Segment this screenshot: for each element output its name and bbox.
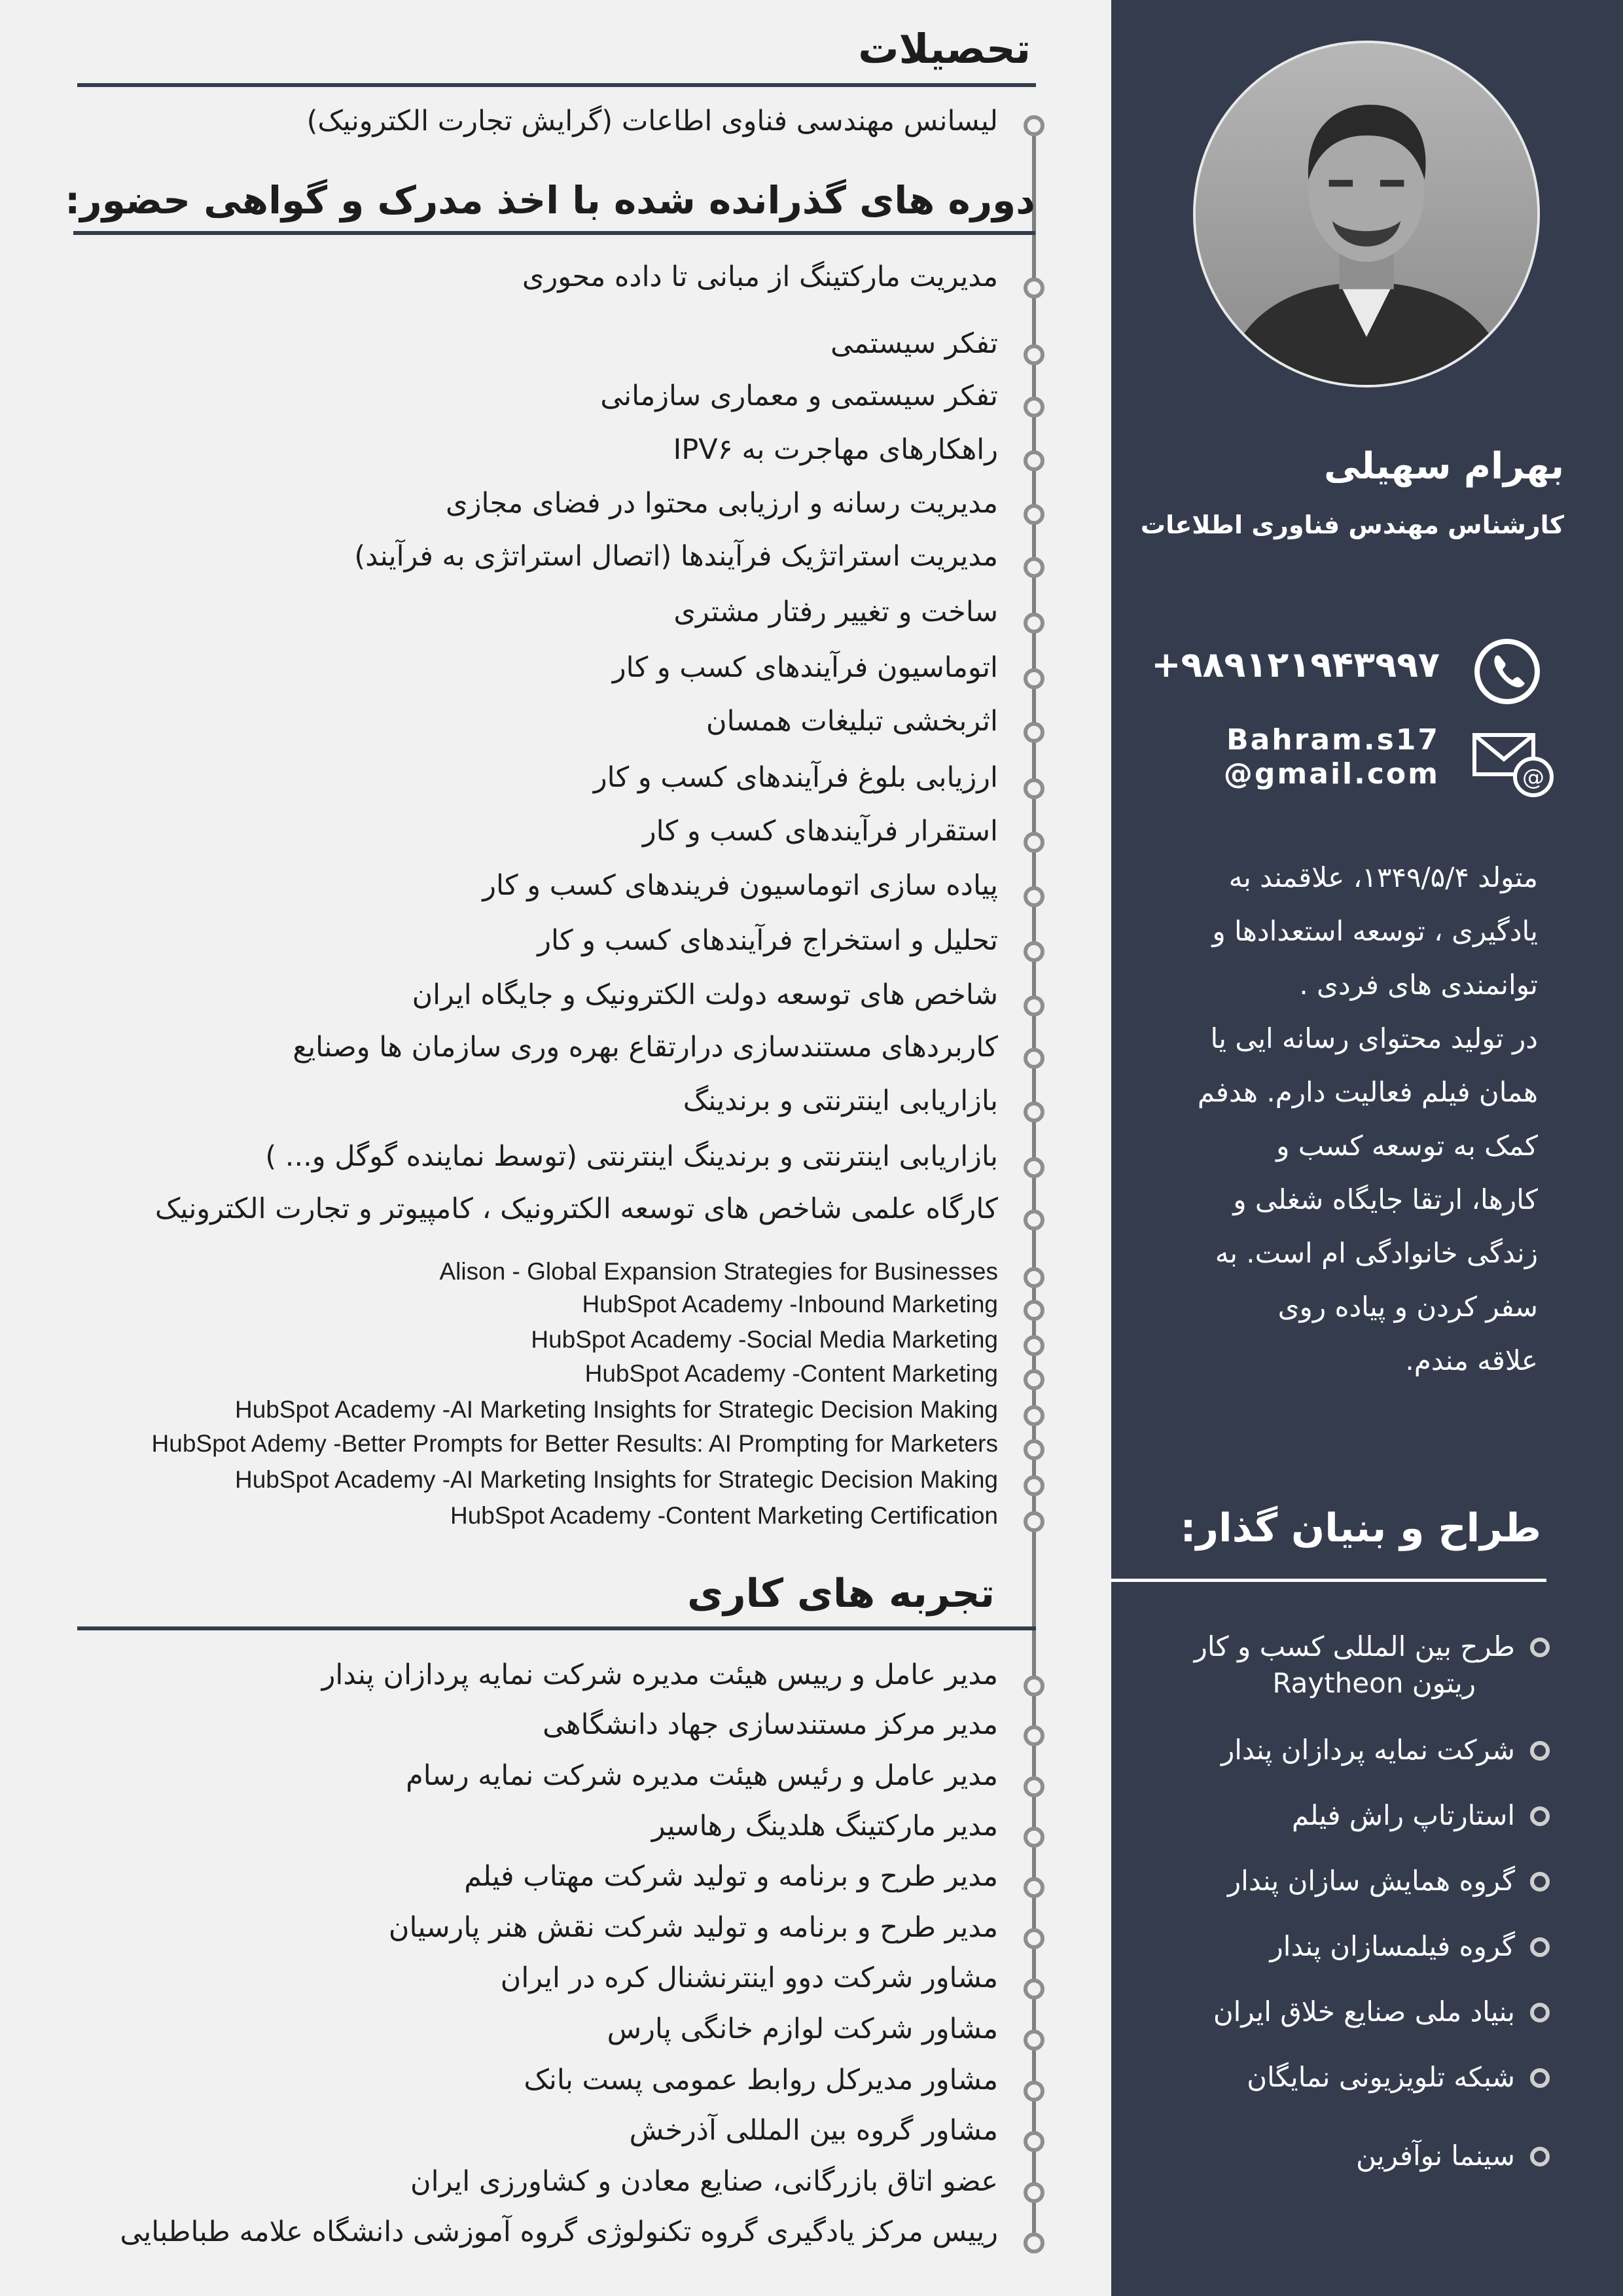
course-item: تفکر سیستمی و معماری سازمانی <box>600 380 998 412</box>
bio-line: همان فیلم فعالیت دارم. هدفم <box>1197 1076 1538 1108</box>
circle-bullet-icon <box>1024 115 1044 136</box>
course-item: اثربخشی تبلیغات همسان <box>706 705 998 738</box>
circle-bullet-icon <box>1024 397 1044 418</box>
circle-bullet-icon <box>1024 1335 1044 1356</box>
founder-item: استارتاپ راش فیلم <box>1291 1799 1515 1831</box>
svg-text:@: @ <box>1522 764 1544 791</box>
circle-bullet-icon <box>1024 1210 1044 1230</box>
education-heading: تحصیلات <box>858 25 1031 73</box>
course-item-english: Alison - Global Expansion Strategies for Businesses <box>439 1258 998 1285</box>
experience-divider <box>77 1626 1036 1630</box>
course-item-english: HubSpot Academy -Inbound Marketing <box>582 1291 998 1318</box>
course-item: ساخت و تغییر رفتار مشتری <box>673 596 998 628</box>
bio-line: کارها، ارتقا جایگاه شغلی و <box>1233 1183 1538 1215</box>
experience-item: مدیر مرکز مستندسازی جهاد دانشگاهی <box>543 1708 998 1741</box>
bio-line: زندگی خانوادگی ام است. به <box>1215 1237 1538 1269</box>
bio-line: متولد ۱۳۴۹/۵/۴، علاقمند به <box>1228 861 1538 893</box>
course-item-english: HubSpot Academy -Content Marketing Certification <box>450 1502 998 1529</box>
course-item: مدیریت استراتژیک فرآیندها (اتصال استراتژی به فرآیند) <box>354 540 998 573</box>
phone-number[interactable]: +۹۸۹۱۲۱۹۴۳۹۹۷ <box>1151 644 1440 685</box>
founder-item-label: طرح بین المللی کسب و کار <box>1194 1630 1515 1662</box>
experience-item: مشاور مدیرکل روابط عمومی پست بانک <box>524 2064 998 2096</box>
phone-icon <box>1471 632 1550 711</box>
bio-line: در تولید محتوای رسانه ایی یا <box>1210 1022 1538 1054</box>
course-item: بازاریابی اینترنتی و برندینگ <box>683 1085 998 1117</box>
course-item: استقرار فرآیندهای کسب و کار <box>642 815 998 848</box>
person-title: کارشناس مهندس فناوری اطلاعات <box>1140 511 1564 539</box>
circle-bullet-icon <box>1024 2131 1044 2152</box>
course-item: اتوماسیون فرآیندهای کسب و کار <box>612 651 998 684</box>
experience-item: مشاور گروه بین المللی آذرخش <box>629 2114 998 2147</box>
course-item: تفکر سیستمی <box>830 327 998 360</box>
founder-item: سینما نوآفرین <box>1356 2140 1515 2172</box>
course-item: ارزیابی بلوغ فرآیندهای کسب و کار <box>593 761 998 794</box>
timeline-line <box>1032 124 1036 2245</box>
circle-bullet-icon <box>1024 2233 1044 2253</box>
course-item-english: HubSpot Academy -Content Marketing <box>584 1360 998 1387</box>
circle-bullet-icon <box>1530 1872 1550 1892</box>
circle-bullet-icon <box>1024 1300 1044 1321</box>
founder-item <box>1149 1628 1515 1702</box>
bio-line: سفر کردن و پیاده روی <box>1277 1291 1538 1323</box>
circle-bullet-icon <box>1024 1979 1044 2000</box>
circle-bullet-icon <box>1024 1511 1044 1532</box>
experience-item: عضو اتاق بازرگانی، صنایع معادن و کشاورزی ایران <box>410 2165 998 2198</box>
course-item-english: HubSpot Academy -Social Media Marketing <box>531 1326 998 1353</box>
course-item-english: HubSpot Academy -AI Marketing Insights for Strategic Decision Making <box>234 1396 998 1423</box>
circle-bullet-icon <box>1024 996 1044 1016</box>
bio <box>1171 851 1538 1388</box>
course-item: کارگاه علمی شاخص های توسعه الکترونیک ، کامپیوتر و تجارت الکترونیک <box>154 1193 998 1225</box>
experience-item: مدیر طرح و برنامه و تولید شرکت نقش هنر پارسیان <box>388 1911 998 1944</box>
founder-item: بنیاد ملی صنایع خلاق ایران <box>1213 1996 1515 2028</box>
founder-item: شرکت نمایه پردازان پندار <box>1221 1734 1515 1766</box>
experience-item: مشاور شرکت دوو اینترنشنال کره در ایران <box>500 1962 998 1994</box>
circle-bullet-icon <box>1024 2182 1044 2203</box>
course-item: کاربردهای مستندسازی درارتقاع بهره وری سازمان ها وصنایع <box>293 1031 998 1064</box>
course-item-english: HubSpot Ademy -Better Prompts for Better Results: AI Prompting for Marketers <box>151 1430 998 1457</box>
email-line-2: @gmail.com <box>1223 757 1440 791</box>
circle-bullet-icon <box>1024 1827 1044 1848</box>
circle-bullet-icon <box>1024 504 1044 525</box>
circle-bullet-icon <box>1024 832 1044 853</box>
circle-bullet-icon <box>1024 886 1044 907</box>
circle-bullet-icon <box>1024 722 1044 743</box>
circle-bullet-icon <box>1024 2081 1044 2102</box>
course-item: شاخص های توسعه دولت الکترونیک و جایگاه ایران <box>412 978 998 1011</box>
circle-bullet-icon <box>1024 2030 1044 2051</box>
course-item: راهکارهای مهاجرت به IPV۶ <box>673 433 998 466</box>
founder-item: گروه فیلمسازان پندار <box>1270 1930 1515 1962</box>
circle-bullet-icon <box>1024 1048 1044 1069</box>
circle-bullet-icon <box>1024 941 1044 962</box>
course-item: بازاریابی اینترنتی و برندینگ اینترنتی (توسط نماینده گوگل و... ) <box>265 1140 998 1173</box>
circle-bullet-icon <box>1024 778 1044 799</box>
circle-bullet-icon <box>1530 2068 1550 2088</box>
circle-bullet-icon <box>1024 1439 1044 1460</box>
circle-bullet-icon <box>1024 1676 1044 1696</box>
profile-photo <box>1193 41 1540 387</box>
founder-item: شبکه تلویزیونی نمایگان <box>1247 2061 1515 2093</box>
circle-bullet-icon <box>1530 1741 1550 1761</box>
email-row <box>1111 723 1623 802</box>
circle-bullet-icon <box>1530 2147 1550 2166</box>
circle-bullet-icon <box>1024 1475 1044 1496</box>
circle-bullet-icon <box>1024 668 1044 689</box>
circle-bullet-icon <box>1024 1928 1044 1949</box>
circle-bullet-icon <box>1024 557 1044 578</box>
founder-item: گروه همایش سازان پندار <box>1227 1865 1515 1897</box>
circle-bullet-icon <box>1024 450 1044 471</box>
bio-line: علاقه مندم. <box>1405 1344 1538 1376</box>
course-item: تحلیل و استخراج فرآیندهای کسب و کار <box>537 924 998 957</box>
founder-heading: طراح و بنیان گذار: <box>1180 1505 1541 1551</box>
founder-divider <box>1111 1579 1546 1582</box>
experience-item: مدیر عامل و رئیس هیئت مدیره شرکت نمایه رسام <box>406 1759 998 1792</box>
courses-heading: دوره های گذرانده شده با اخذ مدرک و گواهی حضور: <box>65 178 1035 223</box>
course-item-english: HubSpot Academy -AI Marketing Insights for Strategic Decision Making <box>234 1466 998 1493</box>
circle-bullet-icon <box>1024 1369 1044 1390</box>
experience-item: مدیر عامل و رییس هیئت مدیره شرکت نمایه پردازان پندار <box>321 1659 998 1691</box>
person-name: بهرام سهیلی <box>1324 445 1564 488</box>
experience-item: مدیر طرح و برنامه و تولید شرکت مهتاب فیلم <box>464 1860 998 1893</box>
person-portrait-icon <box>1196 43 1537 385</box>
course-item: پیاده سازی اتوماسیون فریندهای کسب و کار <box>482 869 998 902</box>
circle-bullet-icon <box>1530 2003 1550 2022</box>
circle-bullet-icon <box>1024 1877 1044 1898</box>
circle-bullet-icon <box>1024 1405 1044 1426</box>
course-item: مدیریت مارکتینگ از مبانی تا داده محوری <box>522 260 998 293</box>
circle-bullet-icon <box>1530 1806 1550 1826</box>
circle-bullet-icon <box>1024 1157 1044 1178</box>
education-item: لیسانس مهندسی فناوی اطاعات (گرایش تجارت الکترونیک) <box>306 105 998 137</box>
circle-bullet-icon <box>1024 1725 1044 1746</box>
founder-item-sublabel: ریتون Raytheon <box>1272 1667 1476 1699</box>
course-item: مدیریت رسانه و ارزیابی محتوا در فضای مجازی <box>446 487 998 520</box>
education-divider <box>77 83 1036 87</box>
bio-line: کمک به توسعه کسب و <box>1276 1130 1538 1162</box>
experience-item: مشاور شرکت لوازم خانگی پارس <box>607 2013 998 2045</box>
circle-bullet-icon <box>1024 613 1044 634</box>
experience-item: رییس مرکز یادگیری گروه تکنولوژی گروه آموزشی دانشگاه علامه طباطبایی <box>120 2215 998 2248</box>
phone-row <box>1111 632 1623 711</box>
envelope-at-icon <box>1471 723 1556 802</box>
courses-divider <box>73 231 1035 235</box>
bio-line: توانمندی های فردی . <box>1299 969 1538 1001</box>
circle-bullet-icon <box>1024 1267 1044 1288</box>
circle-bullet-icon <box>1024 344 1044 365</box>
bio-line: یادگیری ، توسعه استعدادها و <box>1212 915 1538 947</box>
circle-bullet-icon <box>1024 1776 1044 1797</box>
email-address[interactable] <box>1224 723 1440 791</box>
sidebar <box>1111 0 1623 2296</box>
circle-bullet-icon <box>1530 1638 1550 1657</box>
circle-bullet-icon <box>1530 1937 1550 1957</box>
circle-bullet-icon <box>1024 278 1044 298</box>
experience-item: مدیر مارکتینگ هلدینگ رهاسیر <box>651 1810 998 1842</box>
email-line-1: Bahram.s17 <box>1226 723 1440 757</box>
circle-bullet-icon <box>1024 1102 1044 1122</box>
experience-heading: تجربه های کاری <box>687 1571 995 1617</box>
